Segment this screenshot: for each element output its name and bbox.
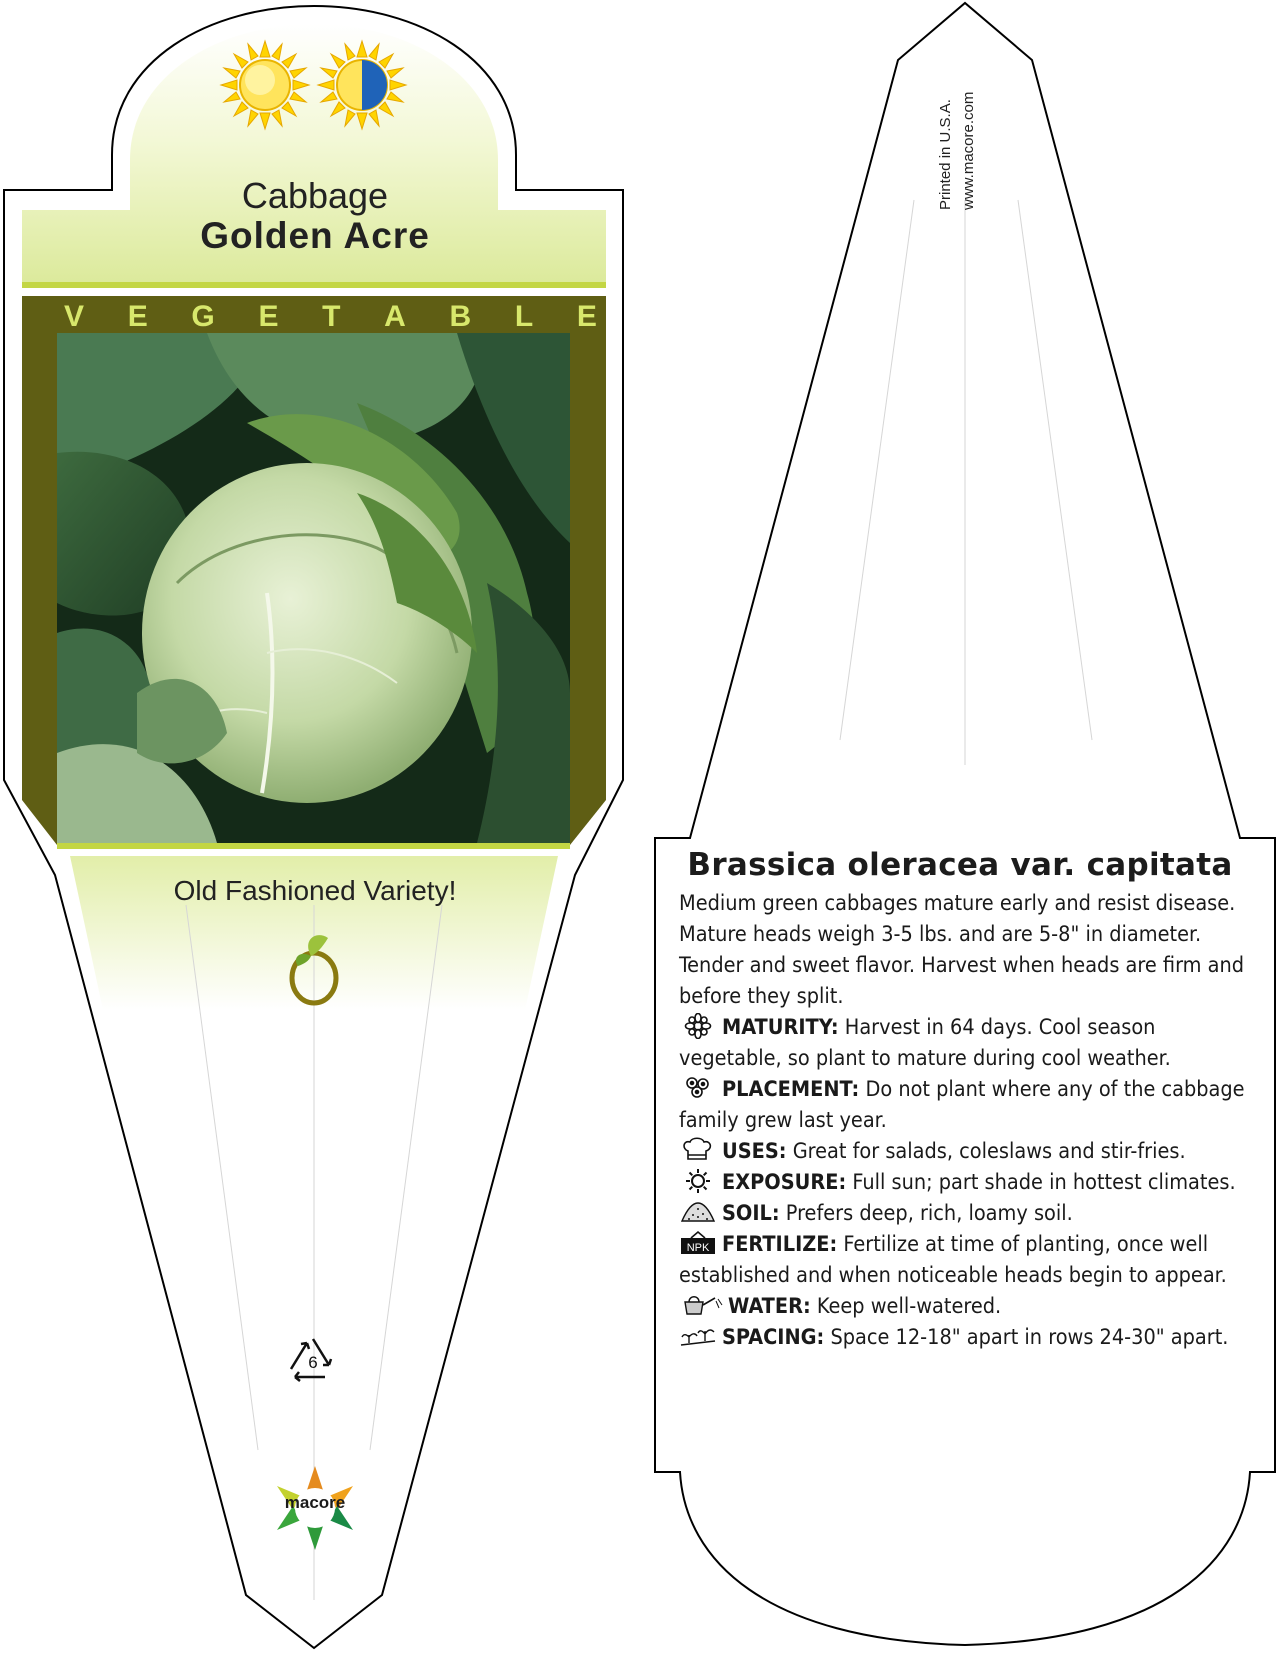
uses-label: USES:	[722, 1139, 787, 1164]
exposure-text: Full sun; part shade in hottest climates.	[852, 1170, 1236, 1195]
maturity-text: Harvest in 64 days. Cool season vegetable, so plant to mature during cool weather.	[679, 1015, 1171, 1071]
placement-text: Do not plant where any of the cabbage family grew last year.	[679, 1077, 1245, 1133]
fertilize-label: FERTILIZE:	[722, 1232, 838, 1257]
sun-exposure-icon	[679, 1168, 717, 1194]
section-maturity	[679, 1012, 1261, 1074]
fertilize-text: Fertilize at time of planting, once well established and when noticeable heads begin to appear.	[679, 1232, 1227, 1288]
category-letter: E	[258, 300, 279, 333]
category-letter: V	[64, 300, 85, 333]
category-letter: E	[576, 300, 597, 333]
cabbage-photo	[57, 333, 570, 843]
svg-text:NPK: NPK	[686, 1242, 710, 1254]
section-uses	[679, 1136, 1261, 1167]
variety-name: Golden Acre	[200, 215, 430, 256]
spacing-label: SPACING:	[722, 1325, 825, 1350]
section-fertilize	[679, 1229, 1261, 1291]
category-letter: E	[127, 300, 148, 333]
section-soil	[679, 1198, 1261, 1229]
tagline: Old Fashioned Variety!	[173, 875, 457, 906]
water-text: Keep well-watered.	[816, 1294, 1002, 1319]
soil-pile-icon	[679, 1199, 717, 1225]
section-spacing	[679, 1322, 1261, 1353]
recycle-symbol	[285, 1335, 341, 1385]
category-letter: B	[449, 300, 472, 333]
soil-label: SOIL:	[722, 1201, 780, 1226]
category-letter: G	[191, 300, 215, 333]
recycle-code: 6	[308, 1353, 318, 1372]
category-letter: L	[514, 300, 534, 333]
chef-hat-icon	[679, 1137, 717, 1163]
placement-flowers-icon	[679, 1075, 717, 1101]
category-letter: T	[322, 300, 341, 333]
uses-text: Great for salads, coleslaws and stir-fries.	[792, 1139, 1186, 1164]
category-letter: A	[384, 300, 406, 333]
spacing-seedlings-icon	[679, 1323, 717, 1349]
website-text: www.macore.com	[960, 91, 977, 210]
botanical-name: Brassica oleracea var. capitata	[687, 847, 1233, 883]
care-info	[679, 888, 1261, 1353]
recycle-icon	[285, 1335, 341, 1385]
back-tag	[655, 3, 1275, 1645]
section-water	[679, 1291, 1261, 1322]
maturity-label: MATURITY:	[722, 1015, 839, 1040]
part-sun-icon	[318, 41, 406, 129]
npk-fertilizer-icon	[679, 1230, 717, 1256]
full-sun-icon	[221, 41, 309, 129]
section-exposure	[679, 1167, 1261, 1198]
brand-name: macore	[284, 1493, 346, 1512]
exposure-label: EXPOSURE:	[722, 1170, 847, 1195]
spacing-text: Space 12-18" apart in rows 24-30" apart.	[830, 1325, 1229, 1350]
printed-in-text: Printed in U.S.A.	[937, 99, 954, 210]
common-name: Cabbage	[241, 175, 389, 216]
watering-can-icon	[679, 1292, 723, 1318]
description: Medium green cabbages mature early and resist disease. Mature heads weigh 3-5 lbs. and are 5-8" in diameter. Tender and sweet flavor. Harvest when heads are firm and before they split.	[679, 891, 1245, 1009]
placement-label: PLACEMENT:	[722, 1077, 860, 1102]
soil-text: Prefers deep, rich, loamy soil.	[785, 1201, 1073, 1226]
maturity-flower-icon	[679, 1013, 717, 1039]
section-placement	[679, 1074, 1261, 1136]
category-label	[22, 296, 607, 338]
water-label: WATER:	[728, 1294, 811, 1319]
